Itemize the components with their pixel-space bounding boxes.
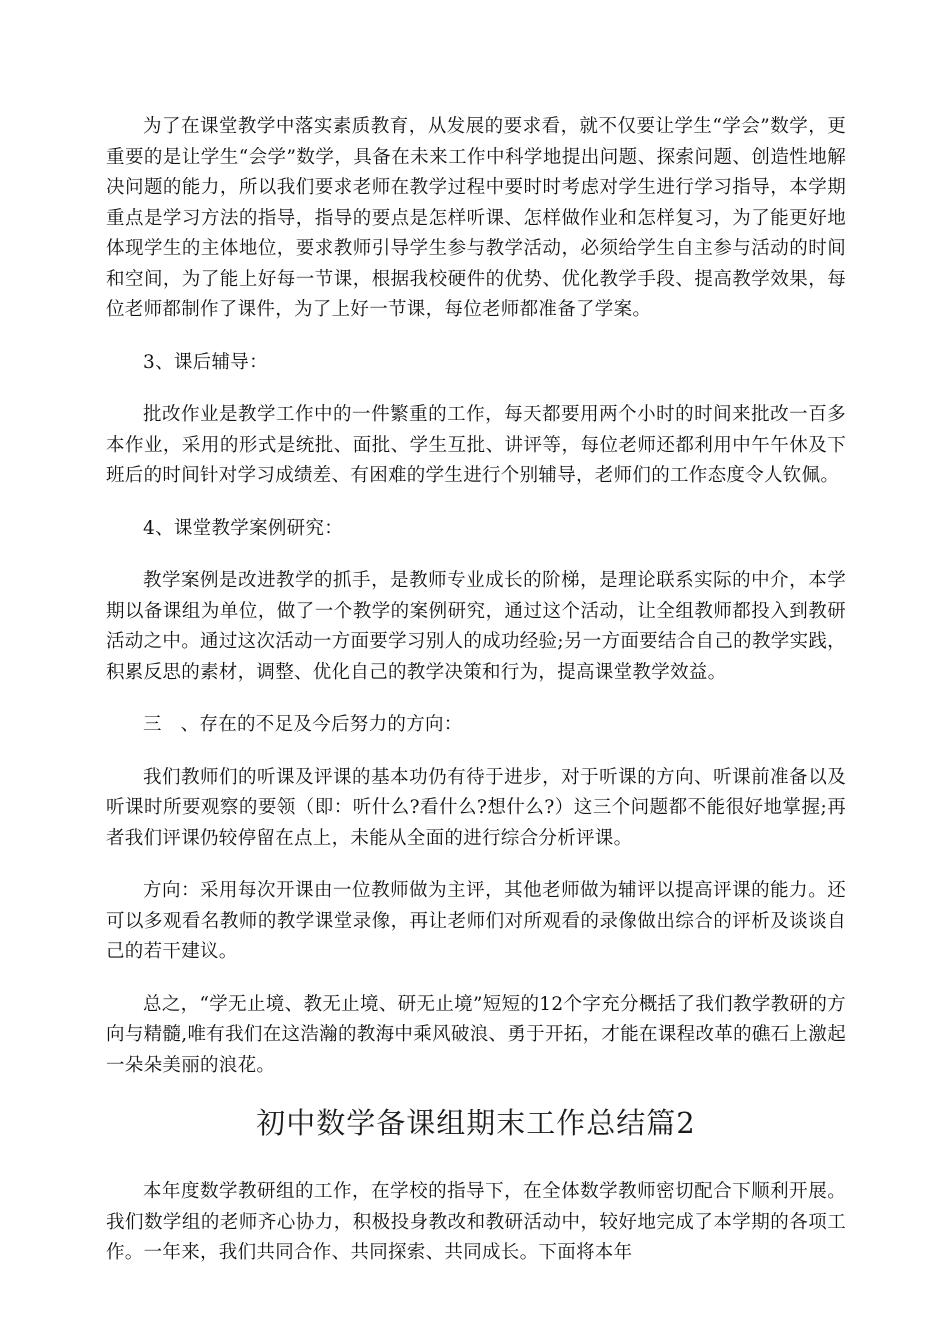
subheading-case-study: 4、课堂教学案例研究：: [143, 517, 344, 539]
paragraph-direction: 方向：采用每次开课由一位教师做为主评，其他老师做为辅评以提高评课的能力。还可以多观看名教师的教学课堂录像，再让老师们对所观看的录像做出综合的评析及谈谈自己的若干建议。: [106, 880, 846, 962]
subheading-after-class-tutoring: 3、课后辅导：: [143, 351, 268, 373]
section-title: 初中数学备课组期末工作总结篇2: [256, 1106, 696, 1140]
document-page: [106, 112, 846, 1291]
subheading-shortcomings: 三 、存在的不足及今后努力的方向：: [143, 714, 463, 735]
paragraph-shortcomings: 我们教师们的听课及评课的基本功仍有待于进步，对于听课的方向、听课前准备以及听课时所要观察的要领（即：听什么?看什么?想什么?）这三个问题都不能很好地掌握;再者我们评课仍较停留在点上，未能从全面的进行综合分析评课。: [106, 766, 846, 849]
paragraph-case-study: 教学案例是改进教学的抓手，是教师专业成长的阶梯，是理论联系实际的中介，本学期以备课组为单位，做了一个教学的案例研究，通过这个活动，让全组教师都投入到教研活动之中。通过这次活动一方面要学习别人的成功经验;另一方面要结合自己的教学实践，积累反思的素材，调整、优化自己的教学决策和行为，提高课堂教学效益。: [106, 570, 846, 683]
paragraph-conclusion: 总之，“学无止境、教无止境、研无止境”短短的12个字充分概括了我们教学教研的方向与精髓,唯有我们在这浩瀚的教海中乘风破浪、勇于开拓，才能在课程改革的礁石上激起一朵朵美丽的浪花。: [106, 993, 846, 1076]
paragraph-homework-correction: 批改作业是教学工作中的一件繁重的工作，每天都要用两个小时的时间来批改一百多本作业，采用的形式是统批、面批、学生互批、讲评等，每位老师还都利用中午午休及下班后的时间针对学习成绩差、有困难的学生进行个别辅导，老师们的工作态度令人钦佩。: [106, 404, 846, 486]
paragraph-section-intro: 本年度数学教研组的工作，在学校的指导下，在全体数学教师密切配合下顺利开展。我们数学组的老师齐心协力，积极投身教改和教研活动中，较好地完成了本学期的各项工作。一年来，我们共同合作、共同探索、共同成长。下面将本年: [106, 1181, 846, 1263]
paragraph-student-guidance: 为了在课堂教学中落实素质教育，从发展的要求看，就不仅要让学生“学会”数学，更重要的是让学生“会学”数学，具备在未来工作中科学地提出问题、探索问题、创造性地解决问题的能力，所以我们要求老师在教学过程中要时时考虑对学生进行学习指导，本学期重点是学习方法的指导，指导的要点是怎样听课、怎样做作业和怎样复习，为了能更好地体现学生的主体地位，要求教师引导学生参与教学活动，必须给学生自主参与活动的时间和空间，为了能上好每一节课，根据我校硬件的优势、优化教学手段、提高教学效果，每位老师都制作了课件，为了上好一节课，每位老师都准备了学案。: [106, 116, 846, 320]
